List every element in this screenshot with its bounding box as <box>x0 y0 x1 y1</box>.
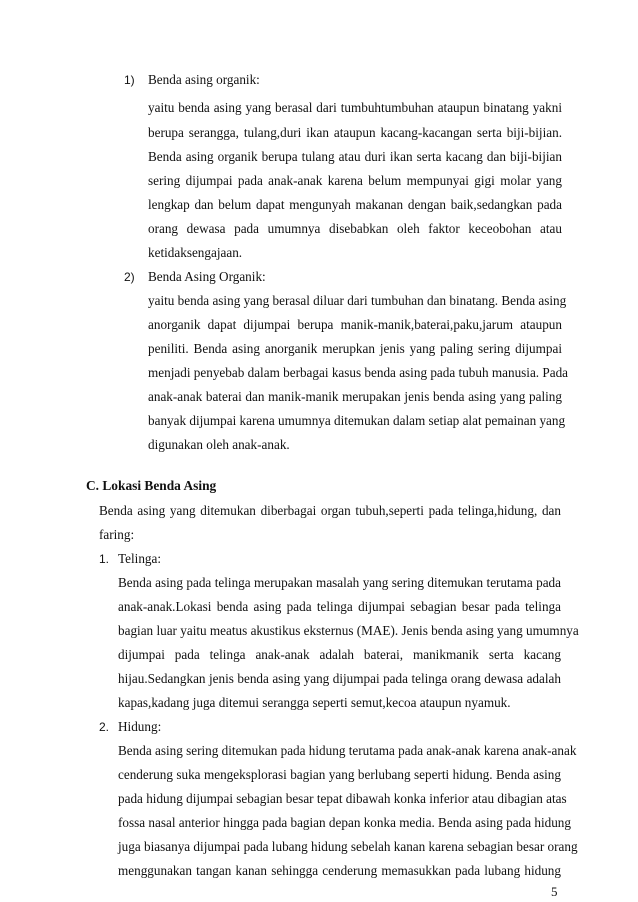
list-item-title: Benda Asing Organik: <box>148 269 266 284</box>
list-number: 1. <box>99 552 110 566</box>
paragraph-line: Benda asing yang ditemukan diberbagai organ tubuh,seperti pada telinga,hidung, dan <box>99 503 561 518</box>
paragraph-line: fossa nasal anterior hingga pada bagian depan konka media. Benda asing pada hidung <box>118 815 571 830</box>
paragraph-line: yaitu benda asing yang berasal dari tumbuhtumbuhan ataupun binatang yakni <box>148 100 562 115</box>
paragraph-line: lengkap dan belum dapat mengunyah makanan dengan baik,sedangkan pada <box>148 197 562 212</box>
page-number: 5 <box>551 884 558 899</box>
paragraph-line: sering dijumpai pada anak-anak karena belum mempunyai gigi molar yang <box>148 173 562 188</box>
paragraph-line: ketidaksengajaan. <box>148 245 243 260</box>
list-number: 2) <box>124 270 135 284</box>
paragraph-line: dijumpai pada telinga anak-anak adalah baterai, manikmanik serta kacang <box>118 647 561 662</box>
paragraph-line: faring: <box>99 527 135 542</box>
list-number: 1) <box>124 73 135 87</box>
list-number: 2. <box>99 720 110 734</box>
paragraph-line: juga biasanya dijumpai pada lubang hidung sebelah kanan karena sebagian besar orang <box>118 839 578 854</box>
paragraph-line: pada hidung dijumpai sebagian besar tepat dibawah konka inferior atau dibagian atas <box>118 791 567 806</box>
list-item-title: Telinga: <box>118 551 162 566</box>
paragraph-line: hijau.Sedangkan jenis benda asing yang dijumpai pada telinga orang dewasa adalah <box>118 671 561 686</box>
paragraph-line: Benda asing organik berupa tulang atau duri ikan serta kacang dan biji-bijian <box>148 149 562 164</box>
paragraph-line: yaitu benda asing yang berasal diluar dari tumbuhan dan binatang. Benda asing <box>148 293 567 308</box>
paragraph-line: kapas,kadang juga ditemui serangga seperti semut,kecoa ataupun nyamuk. <box>118 695 511 710</box>
paragraph-line: anak-anak.Lokasi benda asing pada telinga dijumpai sebagian besar pada telinga <box>118 599 561 614</box>
paragraph-line: cenderung suka mengeksplorasi bagian yang berlubang seperti hidung. Benda asing <box>118 767 561 782</box>
paragraph-line: Benda asing sering ditemukan pada hidung terutama pada anak-anak karena anak-anak <box>118 743 577 758</box>
paragraph-line: anorganik dapat dijumpai berupa manik-manik,baterai,paku,jarum ataupun <box>148 317 562 332</box>
paragraph-line: menggunakan tangan kanan sehingga cenderung memasukkan pada lubang hidung <box>118 863 561 878</box>
paragraph-line: berupa serangga, tulang,duri ikan ataupun kacang-kacangan serta biji-bijian. <box>148 125 562 140</box>
paragraph-line: digunakan oleh anak-anak. <box>148 437 290 452</box>
list-item-title: Hidung: <box>118 719 162 734</box>
paragraph-line: orang dewasa pada umumnya disebabkan oleh faktor keceobohan atau <box>148 221 562 236</box>
paragraph-line: bagian luar yaitu meatus akustikus eksternus (MAE). Jenis benda asing yang umumnya <box>118 623 579 638</box>
paragraph-line: menjadi penyebab dalam berbagai kasus benda asing pada tubuh manusia. Pada <box>148 365 569 380</box>
paragraph-line: peniliti. Benda asing anorganik merupkan jenis yang paling sering dijumpai <box>148 341 562 356</box>
paragraph-line: Benda asing pada telinga merupakan masalah yang sering ditemukan terutama pada <box>118 575 561 590</box>
list-item-title: Benda asing organik: <box>148 72 260 87</box>
paragraph-line: anak-anak baterai dan manik-manik merupakan jenis benda asing yang paling <box>148 389 562 404</box>
paragraph-line: banyak dijumpai karena umumnya ditemukan dalam setiap alat pemainan yang <box>148 413 566 428</box>
section-heading: C. Lokasi Benda Asing <box>86 478 217 493</box>
